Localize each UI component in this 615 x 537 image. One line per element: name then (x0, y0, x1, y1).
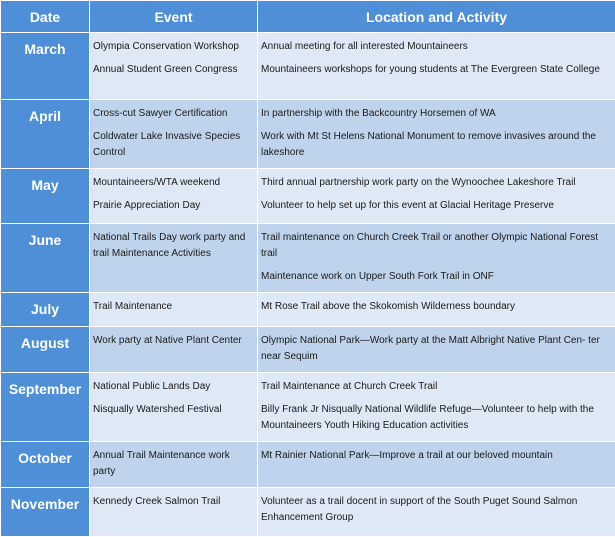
location-entry: Annual meeting for all interested Mountaineers (261, 39, 611, 55)
table-row (1, 224, 615, 293)
table-row (1, 373, 615, 442)
event-entry: National Public Lands Day (93, 379, 253, 395)
table-row (1, 327, 615, 373)
header-event: Event (90, 1, 258, 33)
location-entry: Maintenance work on Upper South Fork Trail in ONF (261, 269, 611, 285)
schedule-body (1, 33, 615, 537)
table-row (1, 33, 615, 100)
location-cell (258, 224, 615, 293)
event-entry: Annual Trail Maintenance work party (93, 448, 253, 480)
location-entry: Volunteer to help set up for this event at Glacial Heritage Preserve (261, 198, 611, 214)
month-cell: March (1, 33, 90, 100)
month-cell: April (1, 100, 90, 169)
location-cell (258, 100, 615, 169)
table-row (1, 442, 615, 488)
location-entry: In partnership with the Backcountry Horsemen of WA (261, 106, 611, 122)
month-cell: July (1, 293, 90, 327)
table-row (1, 293, 615, 327)
location-cell (258, 442, 615, 488)
location-cell (258, 169, 615, 224)
location-entry: Trail Maintenance at Church Creek Trail (261, 379, 611, 395)
table-row (1, 100, 615, 169)
header-row (1, 1, 615, 33)
event-entry: Work party at Native Plant Center (93, 333, 253, 349)
event-cell (90, 442, 258, 488)
event-entry: Olympia Conservation Workshop (93, 39, 253, 55)
event-cell (90, 100, 258, 169)
event-cell (90, 373, 258, 442)
event-entry: Nisqually Watershed Festival (93, 402, 253, 418)
location-entry: Volunteer as a trail docent in support of the South Puget Sound Salmon Enhancement Group (261, 494, 611, 526)
month-cell: June (1, 224, 90, 293)
event-cell (90, 293, 258, 327)
event-entry: Cross-cut Sawyer Certification (93, 106, 253, 122)
location-entry: Billy Frank Jr Nisqually National Wildlife Refuge—Volunteer to help with the Mountaineers Youth Hiking Education activities (261, 402, 611, 434)
location-cell (258, 33, 615, 100)
location-entry: Third annual partnership work party on the Wynoochee Lakeshore Trail (261, 175, 611, 191)
month-cell: May (1, 169, 90, 224)
event-cell (90, 224, 258, 293)
month-cell: September (1, 373, 90, 442)
table-row (1, 169, 615, 224)
event-cell (90, 169, 258, 224)
location-entry: Work with Mt St Helens National Monument to remove invasives around the lakeshore (261, 129, 611, 161)
header-location-activity: Location and Activity (258, 1, 615, 33)
event-cell (90, 33, 258, 100)
table-row (1, 488, 615, 537)
location-entry: Trail maintenance on Church Creek Trail or another Olympic National Forest trail (261, 230, 611, 262)
event-entry: Kennedy Creek Salmon Trail (93, 494, 253, 510)
location-cell (258, 373, 615, 442)
location-cell (258, 293, 615, 327)
event-entry: National Trails Day work party and trail Maintenance Activities (93, 230, 253, 262)
month-cell: October (1, 442, 90, 488)
event-entry: Coldwater Lake Invasive Species Control (93, 129, 253, 161)
location-entry: Mt Rainier National Park—Improve a trail at our beloved mountain (261, 448, 611, 464)
location-entry: Mountaineers workshops for young students at The Evergreen State College (261, 62, 611, 78)
location-entry: Olympic National Park—Work party at the Matt Albright Native Plant Cen- ter near Sequim (261, 333, 611, 365)
location-cell (258, 327, 615, 373)
event-entry: Mountaineers/WTA weekend (93, 175, 253, 191)
event-entry: Prairie Appreciation Day (93, 198, 253, 214)
event-cell (90, 488, 258, 537)
location-cell (258, 488, 615, 537)
month-cell: November (1, 488, 90, 537)
event-cell (90, 327, 258, 373)
location-entry: Mt Rose Trail above the Skokomish Wilderness boundary (261, 299, 611, 315)
event-entry: Annual Student Green Congress (93, 62, 253, 78)
header-date: Date (1, 1, 90, 33)
month-cell: August (1, 327, 90, 373)
event-entry: Trail Maintenance (93, 299, 253, 315)
